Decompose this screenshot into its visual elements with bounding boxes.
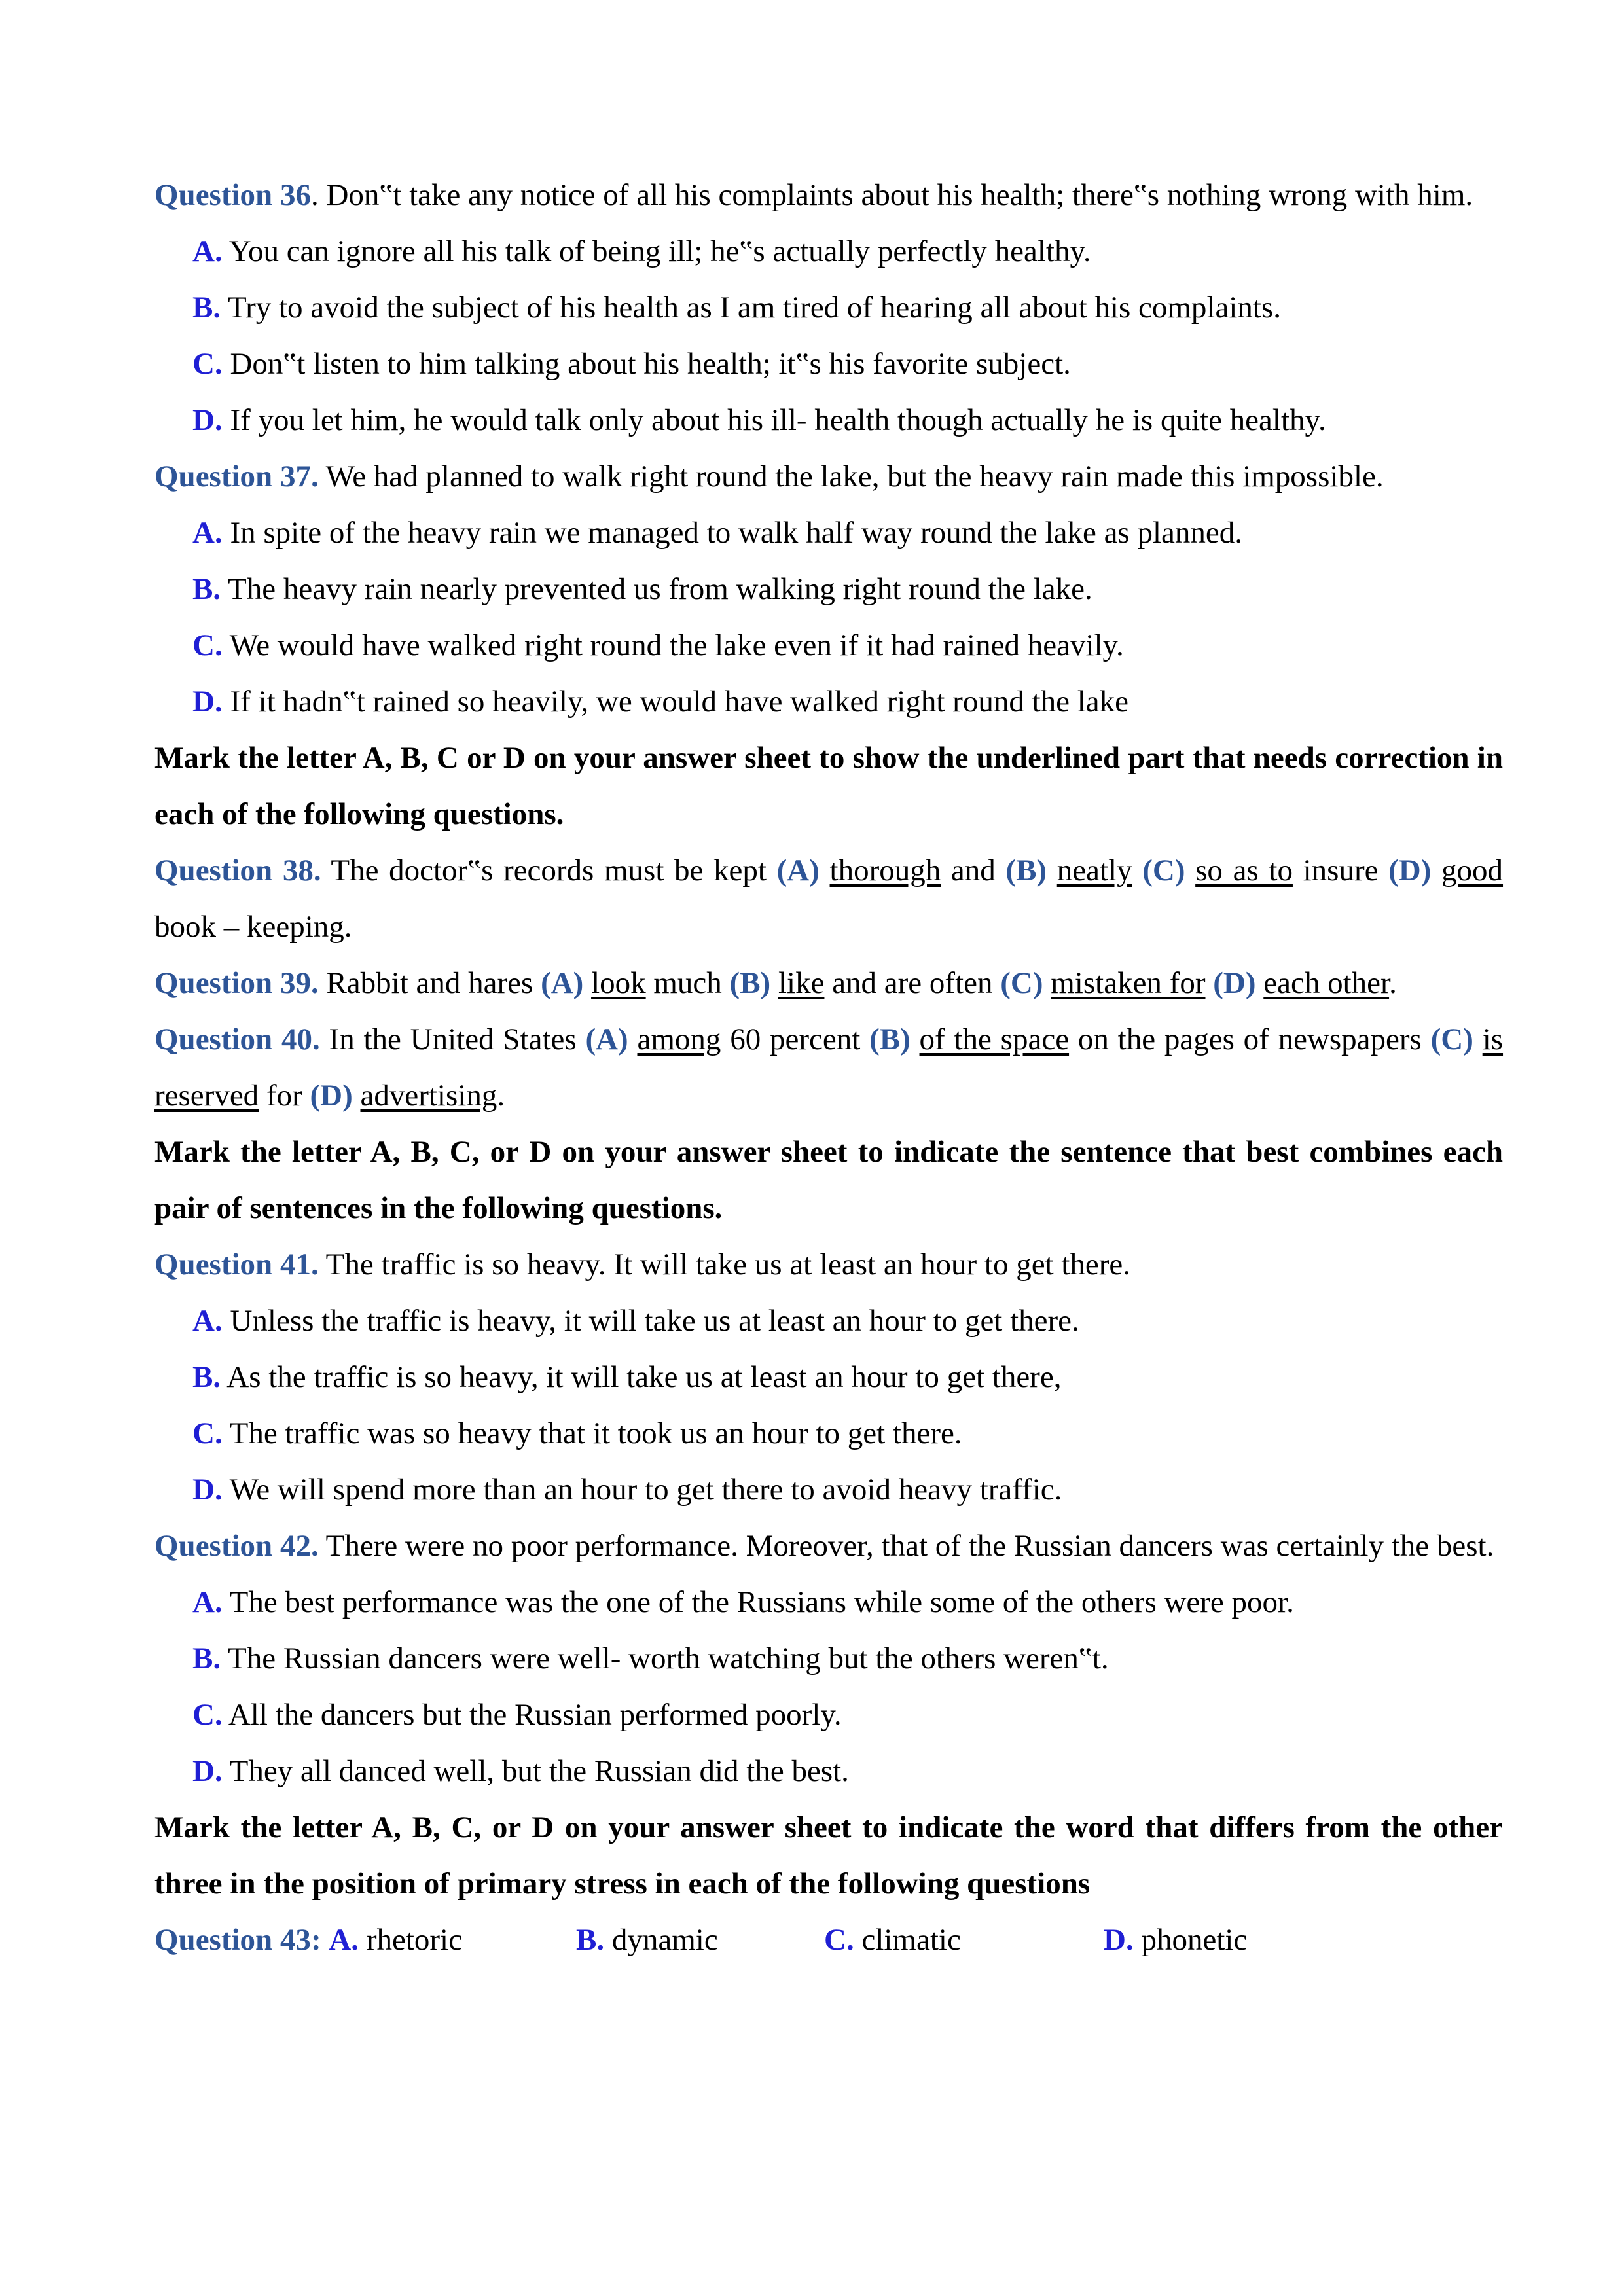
option-text: phonetic — [1133, 1923, 1248, 1957]
question-36-label: Question 36 — [154, 178, 311, 212]
question-42-option-c — [154, 1687, 1503, 1743]
question-36-option-d — [154, 392, 1503, 448]
question-41-option-c — [154, 1405, 1503, 1462]
question-41-text: The traffic is so heavy. It will take us at least an hour to get there. — [318, 1247, 1131, 1282]
question-36-option-c — [154, 336, 1503, 392]
sentence-text: insure — [1292, 853, 1389, 888]
sentence-text: much — [645, 966, 730, 1000]
option-text: rhetoric — [359, 1923, 462, 1957]
sentence-text: . — [1389, 966, 1397, 1000]
question-43-option-c — [824, 1912, 1104, 1968]
question-37-label: Question 37. — [154, 459, 319, 493]
question-43-first-col — [154, 1912, 576, 1968]
option-text: The heavy rain nearly prevented us from walking right round the lake. — [221, 572, 1092, 606]
sentence-text: 60 percent — [721, 1022, 870, 1056]
sentence-text — [1132, 853, 1143, 888]
sentence-text: Rabbit and hares — [318, 966, 541, 1000]
underlined-part-d: each other — [1263, 966, 1390, 1000]
question-39 — [154, 955, 1503, 1011]
question-36-option-a — [154, 223, 1503, 279]
section-instruction-sentence-combination: Mark the letter A, B, C, or D on your answer sheet to indicate the sentence that best combines each pair of sentences in the following questions. — [154, 1135, 1503, 1225]
option-label: A. — [192, 1304, 223, 1338]
marker-c: (C) — [1430, 1022, 1473, 1056]
question-41-option-d — [154, 1462, 1503, 1518]
option-label: B. — [192, 1360, 221, 1394]
question-43-label: Question 43: — [154, 1923, 321, 1957]
marker-b: (B) — [1005, 853, 1047, 888]
sentence-text: and — [941, 853, 1006, 888]
sentence-text: and are often — [824, 966, 1001, 1000]
option-text: climatic — [854, 1923, 961, 1957]
option-text: If you let him, he would talk only about his ill- health though actually he is quite healthy. — [222, 403, 1326, 437]
option-text: As the traffic is so heavy, it will take us at least an hour to get there, — [221, 1360, 1062, 1394]
option-text: The best performance was the one of the Russians while some of the others were poor. — [222, 1585, 1294, 1619]
option-text: All the dancers but the Russian performed poorly. — [222, 1698, 842, 1732]
sentence-text — [1206, 966, 1214, 1000]
question-43-option-d — [1104, 1912, 1247, 1968]
option-label: B. — [576, 1923, 605, 1957]
question-42-option-d — [154, 1743, 1503, 1799]
marker-a: (A) — [585, 1022, 628, 1056]
question-41-stem — [154, 1236, 1503, 1293]
option-text: Don‟t listen to him talking about his health; it‟s his favorite subject. — [222, 347, 1071, 381]
option-label: A. — [329, 1923, 359, 1957]
option-text: If it hadn‟t rained so heavily, we would have walked right round the lake — [222, 685, 1129, 719]
sentence-text: book – keeping. — [154, 910, 352, 944]
underlined-part-c: mistaken for — [1051, 966, 1206, 1000]
option-label: C. — [192, 628, 223, 662]
question-36-text: . Don‟t take any notice of all his complaints about his health; there‟s nothing wrong with him. — [310, 178, 1473, 212]
question-43-option-b — [576, 1912, 824, 1968]
option-label: B. — [192, 572, 221, 606]
option-text: You can ignore all his talk of being ill; he‟s actually perfectly healthy. — [222, 234, 1091, 268]
section-instruction-error-identification: Mark the letter A, B, C or D on your answer sheet to show the underlined part that needs correction in each of the following questions. — [154, 741, 1503, 831]
option-text: Try to avoid the subject of his health as I am tired of hearing all about his complaints. — [221, 291, 1282, 325]
option-label: C. — [192, 1416, 223, 1450]
option-label: D. — [192, 685, 223, 719]
marker-c: (C) — [1142, 853, 1185, 888]
marker-b: (B) — [729, 966, 771, 1000]
question-36-option-b — [154, 279, 1503, 336]
section-instruction-stress: Mark the letter A, B, C, or D on your answer sheet to indicate the word that differs from the other three in the position of primary stress in each of the following questions — [154, 1810, 1503, 1901]
question-39-label: Question 39. — [154, 966, 319, 1000]
option-label: D. — [1104, 1923, 1134, 1957]
sentence-text: The doctor‟s records must be kept — [321, 853, 777, 888]
underlined-part-c: so as to — [1195, 853, 1293, 888]
option-label: A. — [192, 234, 223, 268]
option-text: dynamic — [604, 1923, 718, 1957]
option-label: A. — [192, 1585, 223, 1619]
option-label: C. — [192, 347, 223, 381]
question-37-option-b — [154, 561, 1503, 617]
underlined-part-c: is reserved — [154, 1022, 1504, 1113]
question-37-text: We had planned to walk right round the lake, but the heavy rain made this impossible. — [318, 459, 1384, 493]
option-label: D. — [192, 403, 223, 437]
option-text: Unless the traffic is heavy, it will take us at least an hour to get there. — [222, 1304, 1079, 1338]
option-label: D. — [192, 1754, 223, 1788]
question-38-label: Question 38. — [154, 853, 321, 888]
underlined-part-b: of the space — [919, 1022, 1070, 1056]
option-text: They all danced well, but the Russian did the best. — [222, 1754, 849, 1788]
underlined-part-b: neatly — [1056, 853, 1132, 888]
question-42-label: Question 42. — [154, 1529, 319, 1563]
option-label: C. — [824, 1923, 854, 1957]
question-43 — [154, 1912, 1503, 1968]
option-label: A. — [192, 516, 223, 550]
question-42-option-b — [154, 1630, 1503, 1687]
option-text: The Russian dancers were well- worth watching but the others weren‟t. — [221, 1641, 1109, 1676]
question-37-option-c — [154, 617, 1503, 673]
option-label: C. — [192, 1698, 223, 1732]
underlined-part-a: thorough — [829, 853, 941, 888]
question-40 — [154, 1011, 1503, 1124]
question-37-stem — [154, 448, 1503, 505]
question-42-text: There were no poor performance. Moreover, that of the Russian dancers was certainly the best. — [318, 1529, 1494, 1563]
marker-d: (D) — [1388, 853, 1432, 888]
option-label: B. — [192, 1641, 221, 1676]
option-text: We would have walked right round the lake even if it had rained heavily. — [222, 628, 1124, 662]
marker-c: (C) — [1000, 966, 1043, 1000]
sentence-text: for — [259, 1079, 310, 1113]
question-41-option-a — [154, 1293, 1503, 1349]
question-38 — [154, 842, 1503, 955]
option-label: D. — [192, 1473, 223, 1507]
marker-a: (A) — [541, 966, 584, 1000]
question-37-option-d — [154, 673, 1503, 730]
underlined-part-d: good — [1441, 853, 1504, 888]
underlined-part-a: look — [591, 966, 646, 1000]
underlined-part-d: advertising — [360, 1079, 497, 1113]
option-text: In spite of the heavy rain we managed to walk half way round the lake as planned. — [222, 516, 1243, 550]
sentence-text: . — [497, 1079, 505, 1113]
question-37-option-a — [154, 505, 1503, 561]
marker-d: (D) — [310, 1079, 353, 1113]
question-42-option-a — [154, 1574, 1503, 1630]
question-42-stem — [154, 1518, 1503, 1574]
underlined-part-b: like — [778, 966, 825, 1000]
marker-a: (A) — [776, 853, 820, 888]
option-label: B. — [192, 291, 221, 325]
marker-b: (B) — [869, 1022, 911, 1056]
sentence-text: on the pages of newspapers — [1069, 1022, 1431, 1056]
underlined-part-a: among — [637, 1022, 721, 1056]
exam-content — [154, 167, 1503, 1968]
question-41-option-b — [154, 1349, 1503, 1405]
option-text: The traffic was so heavy that it took us an hour to get there. — [222, 1416, 962, 1450]
question-40-label: Question 40. — [154, 1022, 320, 1056]
marker-d: (D) — [1213, 966, 1256, 1000]
question-36-stem — [154, 167, 1503, 223]
option-text: We will spend more than an hour to get there to avoid heavy traffic. — [222, 1473, 1062, 1507]
sentence-text: In the United States — [319, 1022, 586, 1056]
question-41-label: Question 41. — [154, 1247, 319, 1282]
